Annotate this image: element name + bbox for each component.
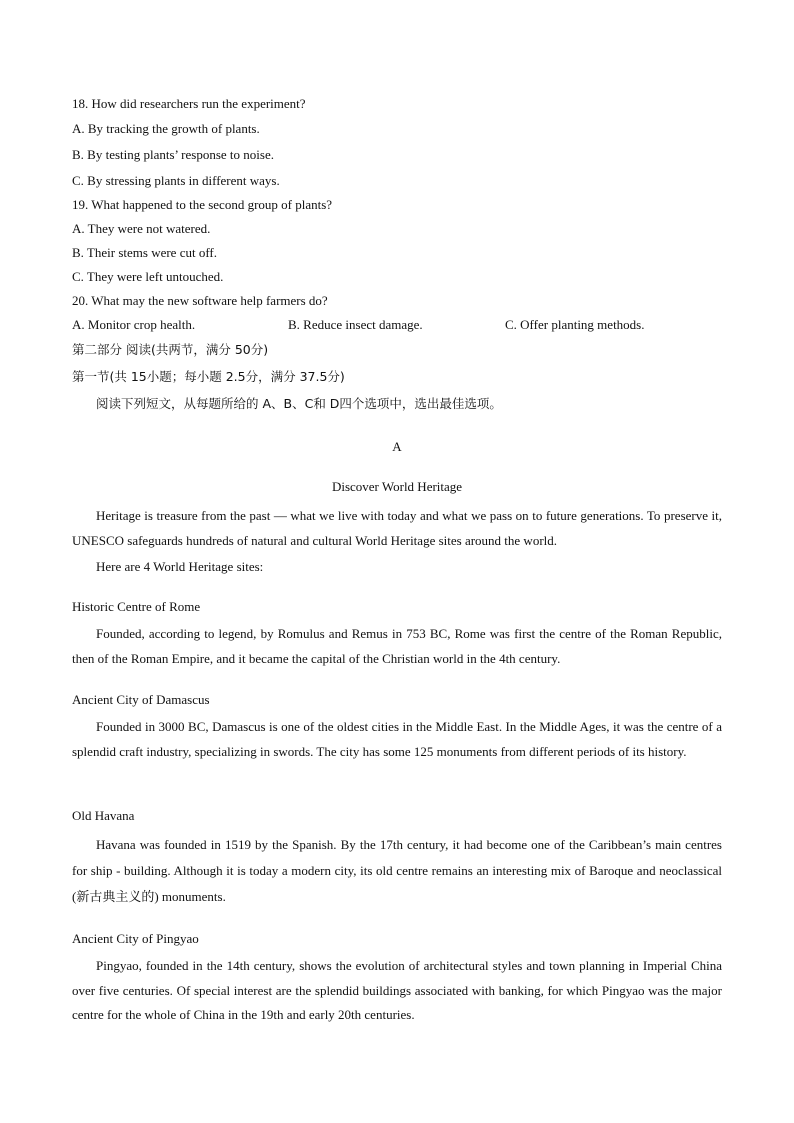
question-19-option-c: C. They were left untouched. <box>72 269 224 284</box>
section-part-title: 第二部分 阅读(共两节，满分 50分) <box>72 342 269 357</box>
question-19-stem: 19. What happened to the second group of plants? <box>72 197 333 212</box>
question-18-option-a: A. By tracking the growth of plants. <box>72 121 260 136</box>
site-heading-rome: Historic Centre of Rome <box>72 599 201 614</box>
question-20-option-c: C. Offer planting methods. <box>505 317 645 332</box>
passage-intro-2: Here are 4 World Heritage sites: <box>96 559 264 574</box>
site-heading-havana: Old Havana <box>72 808 135 823</box>
question-18-option-b: B. By testing plants’ response to noise. <box>72 147 274 162</box>
passage-intro: Heritage is treasure from the past — what we live with today and what we pass on to future generations. To preserve it, UNESCO safeguards hundreds of natural and cultural World Heritage sites around the world. <box>72 508 722 548</box>
question-18-stem: 18. How did researchers run the experiment? <box>72 96 306 111</box>
site-text-havana: Havana was founded in 1519 by the Spanish. By the 17th century, it had become one of the Caribbean’s main centres for ship - building. Although it is today a modern city, its old centre remains an interesting mix of Baroque and neoclassical (新古典主义的) monuments. <box>72 837 722 904</box>
site-heading-damascus: Ancient City of Damascus <box>72 692 210 707</box>
question-18-option-c: C. By stressing plants in different ways. <box>72 173 280 188</box>
site-text-damascus: Founded in 3000 BC, Damascus is one of the oldest cities in the Middle East. In the Middle Ages, it was the centre of a splendid craft industry, specializing in swords. The city has some 125 monuments from different periods of its history. <box>72 719 722 759</box>
site-heading-pingyao: Ancient City of Pingyao <box>72 931 199 946</box>
passage-title: Discover World Heritage <box>331 479 463 494</box>
question-20-stem: 20. What may the new software help farmers do? <box>72 293 328 308</box>
question-20-option-a: A. Monitor crop health. <box>72 317 196 332</box>
question-19-option-b: B. Their stems were cut off. <box>72 245 218 260</box>
question-19-option-a: A. They were not watered. <box>72 221 211 236</box>
passage-letter: A <box>392 439 402 454</box>
section-sub-title: 第一节(共 15小题；每小题 2.5分，满分 37.5分) <box>72 369 345 384</box>
site-text-pingyao: Pingyao, founded in the 14th century, shows the evolution of architectural styles and town planning in Imperial China over five centuries. Of special interest are the splendid buildings associated with banking, for which Pingyao was the major centre for the whole of China in the 19th and early 20th centuries. <box>72 958 722 1022</box>
site-text-rome: Founded, according to legend, by Romulus and Remus in 753 BC, Rome was first the centre of the Roman Republic, then of the Roman Empire, and it became the capital of the Christian world in the 4th century. <box>72 626 722 666</box>
section-instruction: 阅读下列短文，从每题所给的 A、B、C和 D四个选项中，选出最佳选项。 <box>96 396 502 411</box>
question-20-option-b: B. Reduce insect damage. <box>288 317 423 332</box>
